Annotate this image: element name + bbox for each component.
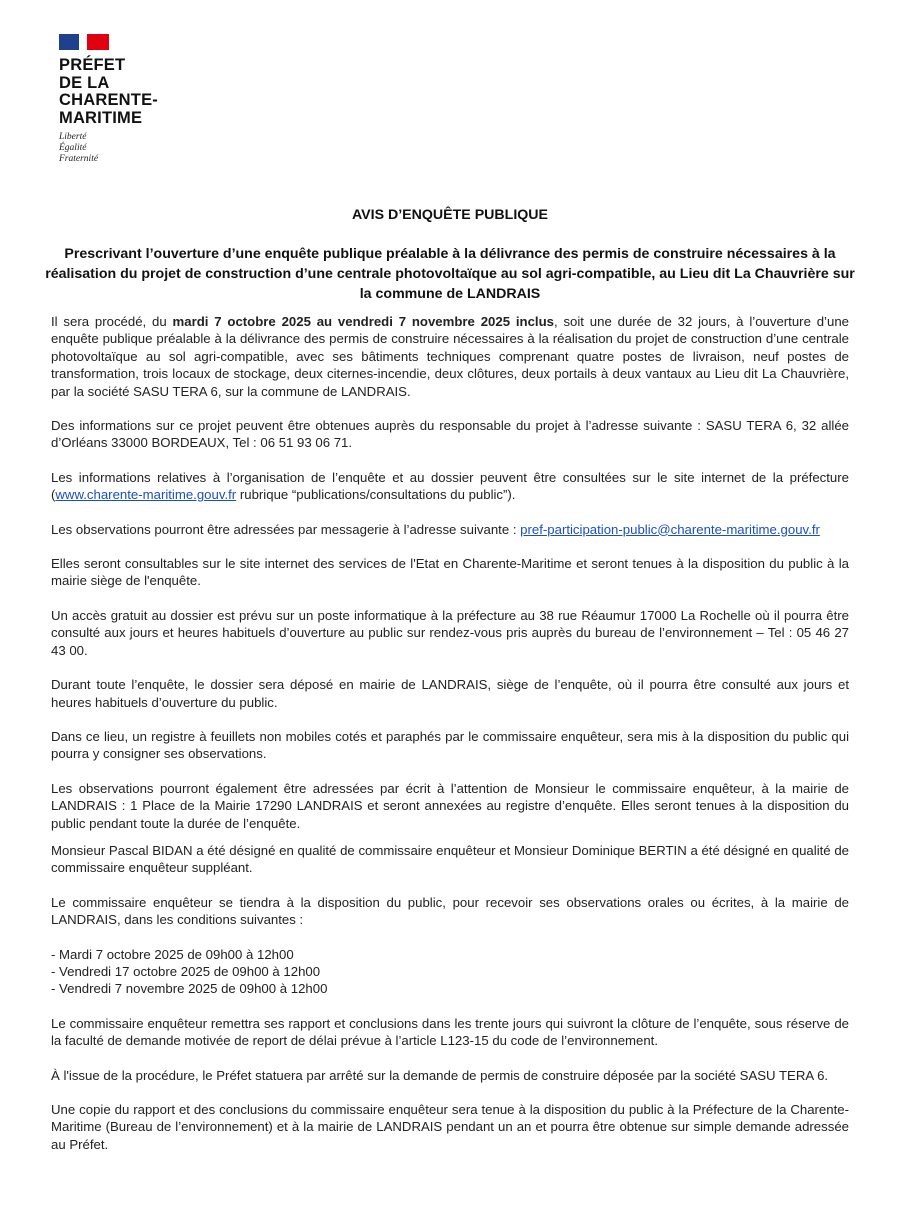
republic-flag-logo	[59, 33, 111, 51]
paragraph-website-info	[51, 469, 849, 504]
paragraph-free-access: Un accès gratuit au dossier est prévu sur un poste informatique à la préfecture au 38 rue Réaumur 17000 La Rochelle où il pourra être consulté aux jours et heures habituels d’ouverture au public sur rendez-vous pris auprès du bureau de l’environnement – Tel : 05 46 27 43 00.	[51, 607, 849, 658]
motto-line: Liberté	[59, 132, 87, 142]
text-span: Les observations pourront être adressées par messagerie à l’adresse suivante :	[51, 521, 521, 537]
paragraph-permanences-intro: Le commissaire enquêteur se tiendra à la disposition du public, pour recevoir ses observations orales ou écrites, à la mairie de LANDRAIS, dans les conditions suivantes :	[51, 894, 849, 928]
text-span: Les informations relatives à l’organisation de l’enquête et au dossier peuvent être consultées sur le site internet de la préfecture (	[51, 469, 849, 503]
paragraph-copy-report: Une copie du rapport et des conclusions du commissaire enquêteur sera tenue à la disposition du public à la Préfecture de la Charente-Maritime (Bureau de l’environnement) et à la mairie de LANDRAIS pendant un an et pourra être obtenue sur simple demande adressée au Préfet.	[51, 1102, 849, 1152]
list-item: - Mardi 7 octobre 2025 de 09h00 à 12h00	[51, 946, 294, 962]
document-body	[51, 313, 849, 1170]
enquiry-period: mardi 7 octobre 2025 au vendredi 7 novembre 2025 inclus	[172, 314, 554, 329]
document-title: AVIS D’ENQUÊTE PUBLIQUE	[351, 207, 549, 223]
prefecture-name-line: PRÉFET	[59, 56, 126, 74]
list-item: - Vendredi 7 novembre 2025 de 09h00 à 12h00	[51, 981, 328, 997]
flag-red-band	[87, 34, 109, 50]
paragraph-enquiry-dates	[51, 313, 849, 400]
paragraph-report: Le commissaire enquêteur remettra ses rapport et conclusions dans les trente jours qui suivront la clôture de l’enquête, sous réserve de la faculté de demande motivée de report de délai prévue à l’article L123-15 du code de l’environnement.	[51, 1015, 849, 1049]
paragraph-dossier-mairie: Durant toute l’enquête, le dossier sera déposé en mairie de LANDRAIS, siège de l’enquête, où il pourra être consulté aux jours et heures habituels d’ouverture du public.	[51, 677, 849, 710]
text-span: Il sera procédé, du	[51, 314, 173, 329]
prefecture-header	[59, 33, 158, 165]
paragraph-decision: À l'issue de la procédure, le Préfet statuera par arrêté sur la demande de permis de construire déposée par la société SASU TERA 6.	[51, 1067, 829, 1083]
paragraph-project-contact: Des informations sur ce projet peuvent être obtenues auprès du responsable du projet à l’adresse suivante : SASU TERA 6, 32 allée d’Orléans 33000 BORDEAUX, Tel : 06 51 93 06 71.	[51, 418, 849, 451]
participation-email-link[interactable]: pref-participation-public@charente-maritime.gouv.fr	[520, 521, 820, 537]
motto-line: Égalité	[59, 143, 87, 153]
flag-blue-band	[59, 34, 79, 50]
paragraph-written-observations: Les observations pourront également être adressées par écrit à l’attention de Monsieur le commissaire enquêteur, à la mairie de LANDRAIS : 1 Place de la Mairie 17290 LANDRAIS et seront annexées au registre d’enquête. Elles seront tenues à la disposition du public pendant toute la durée de l’enquête.	[51, 780, 849, 831]
prefecture-name-line: DE LA	[59, 73, 110, 92]
paragraph-commissioner: Monsieur Pascal BIDAN a été désigné en qualité de commissaire enquêteur et Monsieur Dominique BERTIN a été désigné en qualité de commissaire enquêteur suppléant.	[51, 842, 849, 876]
paragraph-registre: Dans ce lieu, un registre à feuillets non mobiles cotés et paraphés par le commissaire enquêteur, sera mis à la disposition du public qui pourra y consigner ses observations.	[51, 728, 849, 762]
list-item: - Vendredi 17 octobre 2025 de 09h00 à 12h00	[51, 963, 321, 979]
text-span: , soit une durée de 32 jours, à l’ouverture d’une enquête publique préalable à la délivrance des permis de construire nécessaires à la réalisation du projet de construction d’une centrale photovoltaïque au sol agri-compatible, avec ses bâtiments techniques comprenant quatre postes de livraison, neuf postes de transformation, trois locaux de stockage, deux citernes-incendie, deux clôtures, deux portails à deux vantaux au Lieu dit La Chauvrière, par la société SASU TERA 6, sur la commune de LANDRAIS.	[51, 314, 849, 399]
prefecture-name-line: CHARENTE-	[59, 91, 158, 109]
flag-white-band	[79, 34, 87, 50]
motto-line: Fraternité	[59, 154, 99, 164]
paragraph-email-observations	[51, 521, 849, 538]
prefecture-name-line: MARITIME	[59, 108, 143, 127]
document-subtitle: Prescrivant l’ouverture d’une enquête publique préalable à la délivrance des permis de construire nécessaires à la réalisation du projet de construction d’une centrale photovoltaïque au sol agri-compatible, au Lieu dit La Chauvrière sur la commune de LANDRAIS	[45, 246, 855, 302]
prefecture-website-link[interactable]: www.charente-maritime.gouv.fr	[55, 487, 237, 503]
republic-motto	[59, 132, 158, 165]
text-span: rubrique “publications/consultations du public”).	[236, 487, 516, 503]
paragraph-consultable: Elles seront consultables sur le site internet des services de l'Etat en Charente-Maritime et seront tenues à la disposition du public à la mairie siège de l'enquête.	[51, 556, 849, 589]
permanences-list	[51, 946, 849, 998]
